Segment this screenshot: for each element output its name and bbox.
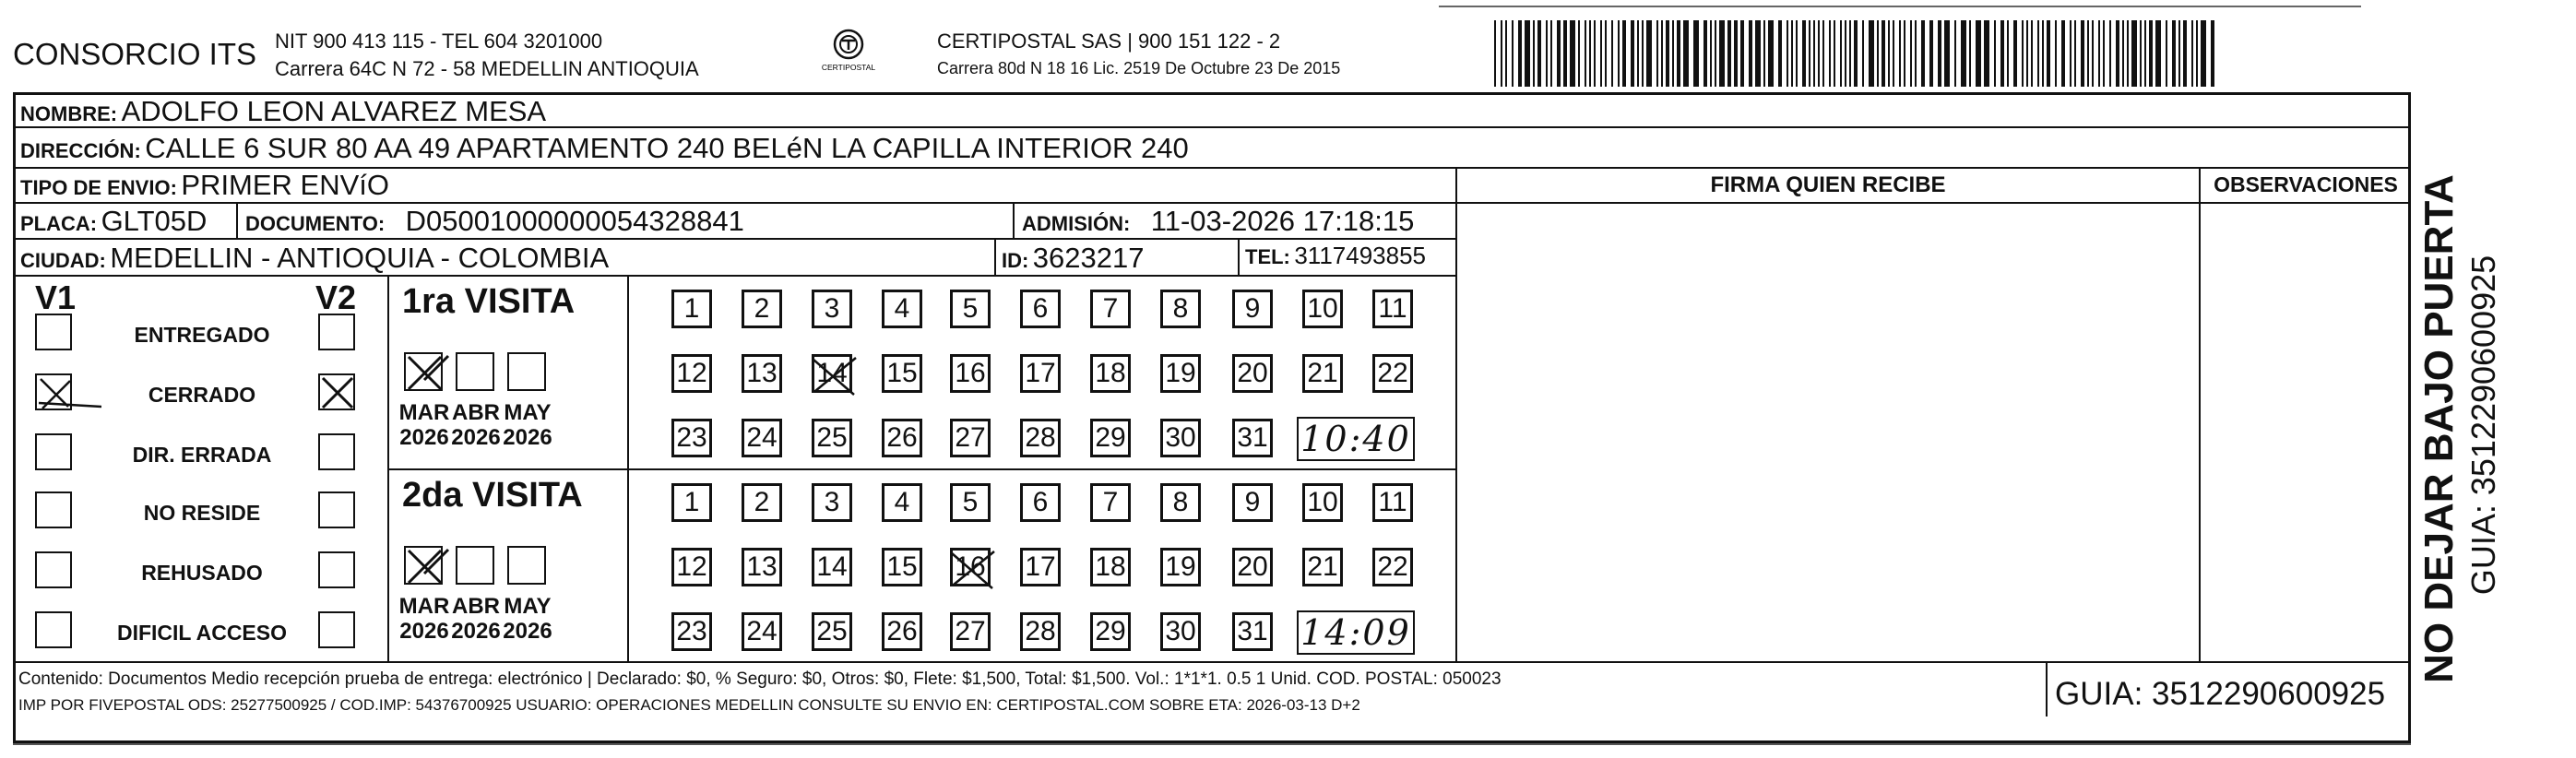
day-box[interactable] [882,419,922,457]
month-label [398,400,450,450]
cell-divider [1238,238,1240,275]
handwritten-time: 10:40 [1300,419,1411,459]
v1-checkbox[interactable] [35,433,72,470]
day-number: 7 [1102,293,1119,324]
day-mark-icon [812,354,852,393]
month-year: 2026 [399,425,449,450]
day-box[interactable] [812,354,852,393]
day-box[interactable] [812,483,852,522]
day-number: 30 [1165,422,1196,453]
day-box[interactable] [1302,290,1343,328]
status-label: ENTREGADO [134,323,270,347]
day-number: 13 [746,358,778,388]
tipo-row [20,169,389,202]
day-number: 21 [1307,551,1338,582]
row-divider [13,238,1456,240]
second-visit-title: 2da VISITA [402,476,583,515]
cell-divider [994,238,996,275]
day-box[interactable] [671,483,712,522]
day-number: 28 [1025,616,1056,646]
scan-line [13,743,2411,745]
day-box[interactable] [1372,354,1413,393]
day-number: 8 [1172,487,1189,517]
v2-checkbox[interactable] [318,492,355,528]
month-checkbox[interactable] [456,546,494,585]
nombre-label: NOMBRE: [20,102,118,125]
check-mark-icon [37,375,74,412]
month-checkbox[interactable] [507,352,546,391]
day-number: 15 [886,551,918,582]
day-number: 10 [1307,487,1338,517]
v2-checkbox[interactable] [318,433,355,470]
day-number: 22 [1377,358,1408,388]
month-checkbox[interactable] [404,352,443,391]
nombre-value: ADOLFO LEON ALVAREZ MESA [121,95,547,127]
month-year: 2026 [451,425,501,450]
day-box[interactable] [671,612,712,651]
day-box[interactable] [1020,290,1061,328]
cell-divider [236,202,238,239]
day-box[interactable] [1090,612,1131,651]
day-number: 25 [816,422,848,453]
day-number: 18 [1095,358,1126,388]
day-number: 4 [894,487,910,517]
id-value: 3623217 [1032,242,1145,274]
admision-cell [1022,205,1414,238]
month-checkbox[interactable] [456,352,494,391]
day-box[interactable] [1090,483,1131,522]
barcode [1494,20,2223,87]
v1-checkbox[interactable] [35,373,72,410]
documento-cell [245,205,744,238]
status-label: DIFICIL ACCESO [116,621,287,645]
day-box[interactable] [671,548,712,586]
firma-header: FIRMA QUIEN RECIBE [1710,172,1946,197]
day-number: 27 [955,616,986,646]
day-box[interactable] [1302,548,1343,586]
day-box[interactable] [1302,483,1343,522]
day-box[interactable] [882,354,922,393]
footer-divider [13,661,2411,663]
day-number: 11 [1378,487,1407,517]
company-address: Carrera 64C N 72 - 58 MEDELLIN ANTIOQUIA [275,57,699,80]
placa-value: GLT05D [101,205,208,237]
day-box[interactable] [882,612,922,651]
day-box[interactable] [1020,483,1061,522]
day-number: 3 [824,487,840,517]
day-box[interactable] [812,419,852,457]
placa-cell [20,205,207,238]
month-name: MAY [504,400,552,425]
observations-area[interactable] [2202,205,2409,660]
direccion-row [20,132,1189,165]
visit-divider [387,468,1457,470]
day-number: 17 [1025,551,1056,582]
day-number: 24 [746,422,778,453]
day-number: 1 [683,487,700,517]
month-label [502,594,553,644]
day-box[interactable] [742,290,782,328]
day-number: 28 [1025,422,1056,453]
day-box[interactable] [671,290,712,328]
month-label [450,400,502,450]
day-box[interactable] [1160,290,1201,328]
day-box[interactable] [1232,290,1273,328]
day-number: 23 [676,422,707,453]
day-box[interactable] [742,548,782,586]
day-box[interactable] [742,483,782,522]
v1-checkbox[interactable] [35,492,72,528]
footer-contenido: Contenido: Documentos Medio recepción prueba de entrega: electrónico | Declarado: $0, % Seguro: $0, Otros: $0, Flete: $1,500, Total: $1,500. Vol.: 1*1*1. 0.5 1 Unid. COD. POSTAL: 050023 [18,669,1502,689]
day-box[interactable] [1020,548,1061,586]
day-box[interactable] [1232,612,1273,651]
day-number: 6 [1032,293,1049,324]
footer-guia: GUIA: 3512290600925 [2055,676,2386,712]
v2-header: V2 [315,278,357,316]
handwritten-time: 14:09 [1300,612,1411,653]
day-number: 23 [676,616,707,646]
day-number: 9 [1244,487,1261,517]
day-number: 17 [1025,358,1056,388]
day-number: 29 [1095,422,1126,453]
day-number: 15 [886,358,918,388]
visit-divider-v [387,275,389,662]
day-box[interactable] [1372,290,1413,328]
month-checkbox[interactable] [507,546,546,585]
day-box[interactable] [1372,483,1413,522]
row-divider [13,202,1456,204]
day-number: 16 [955,358,986,388]
month-year: 2026 [399,619,449,644]
placa-label: PLACA: [20,212,98,235]
column-divider [2199,167,2201,662]
day-box[interactable] [1160,354,1201,393]
day-number: 3 [824,293,840,324]
status-label: DIR. ERRADA [132,443,272,467]
day-number: 18 [1095,551,1126,582]
ciudad-row [20,242,609,275]
v2-checkbox[interactable] [318,314,355,350]
day-box[interactable] [950,419,991,457]
day-number: 21 [1307,358,1338,388]
day-number: 12 [676,358,707,388]
day-box[interactable] [812,612,852,651]
column-divider [1455,167,1457,662]
signature-area[interactable] [1459,205,2197,660]
day-box[interactable] [882,290,922,328]
v1-checkbox[interactable] [35,314,72,350]
day-number: 19 [1165,551,1196,582]
day-box[interactable] [950,354,991,393]
day-number: 10 [1307,293,1338,324]
day-box[interactable] [1020,612,1061,651]
day-number: 27 [955,422,986,453]
check-mark-icon [406,548,445,586]
day-box[interactable] [1090,419,1131,457]
direccion-label: DIRECCIÓN: [20,139,141,162]
tipo-label: TIPO DE ENVIO: [20,176,177,199]
day-number: 14 [816,358,848,388]
day-box[interactable] [671,419,712,457]
day-number: 19 [1165,358,1196,388]
tel-label: TEL: [1245,245,1290,268]
day-number: 24 [746,616,778,646]
day-box[interactable] [671,354,712,393]
day-number: 31 [1237,616,1268,646]
courier-name: CERTIPOSTAL SAS | 900 151 122 - 2 [937,30,1281,53]
v1-checkbox[interactable] [35,551,72,588]
day-box[interactable] [1160,483,1201,522]
month-name: MAR [398,400,450,425]
day-box[interactable] [1160,612,1201,651]
day-number: 6 [1032,487,1049,517]
courier-license: Carrera 80d N 18 16 Lic. 2519 De Octubre 23 De 2015 [937,59,1341,77]
admision-label: ADMISIÓN: [1022,212,1131,235]
day-box[interactable] [1090,290,1131,328]
month-checkbox[interactable] [404,546,443,585]
day-box[interactable] [812,548,852,586]
visit-divider-v [627,275,629,662]
documento-label: DOCUMENTO: [245,212,386,235]
logo-wordmark: CERTIPOSTAL [821,63,876,72]
company-nit: NIT 900 413 115 - TEL 604 3201000 [275,30,603,53]
day-number: 7 [1102,487,1119,517]
day-box[interactable] [950,483,991,522]
row-divider [13,275,1456,277]
day-number: 4 [894,293,910,324]
v1-header: V1 [35,278,77,316]
v2-checkbox[interactable] [318,373,355,410]
side-guia: GUIA: 3512290600925 [2464,255,2502,596]
certipostal-logo [812,28,885,78]
day-box[interactable] [1160,419,1201,457]
month-year: 2026 [503,619,552,644]
day-number: 5 [962,487,979,517]
day-box[interactable] [1160,548,1201,586]
month-name: ABR [452,400,500,425]
ciudad-label: CIUDAD: [20,249,106,272]
tel-value: 3117493855 [1294,242,1427,269]
column-header-divider [1457,202,2411,204]
day-box[interactable] [1232,419,1273,457]
day-number: 2 [754,293,770,324]
time-box[interactable] [1297,417,1415,461]
day-box[interactable] [742,612,782,651]
tipo-value: PRIMER ENVíO [181,169,390,201]
day-number: 20 [1237,551,1268,582]
cell-divider [2046,661,2048,717]
check-mark-icon [406,354,445,393]
day-number: 16 [955,551,986,582]
day-box[interactable] [1232,483,1273,522]
day-number: 14 [816,551,848,582]
status-label: NO RESIDE [143,501,261,525]
day-number: 2 [754,487,770,517]
day-number: 25 [816,616,848,646]
day-number: 5 [962,293,979,324]
day-number: 1 [683,293,700,324]
day-box[interactable] [742,354,782,393]
id-cell [1002,242,1144,275]
v1-checkbox[interactable] [35,611,72,648]
day-number: 26 [886,422,918,453]
day-number: 9 [1244,293,1261,324]
month-name: ABR [452,594,500,619]
v2-checkbox[interactable] [318,611,355,648]
ciudad-value: MEDELLIN - ANTIOQUIA - COLOMBIA [110,242,610,274]
day-box[interactable] [1232,548,1273,586]
day-mark-icon [950,548,991,586]
month-year: 2026 [503,425,552,450]
status-label: CERRADO [148,383,256,407]
day-box[interactable] [1090,548,1131,586]
day-box[interactable] [1090,354,1131,393]
observaciones-header: OBSERVACIONES [2214,172,2398,196]
time-box[interactable] [1297,610,1415,655]
day-number: 13 [746,551,778,582]
day-box[interactable] [882,483,922,522]
day-box[interactable] [1372,548,1413,586]
documento-value: D05001000000054328841 [405,205,744,237]
footer-imp: IMP POR FIVEPOSTAL ODS: 25277500925 / COD.IMP: 54376700925 USUARIO: OPERACIONES MEDELLIN CONSULTE SU ENVIO EN: CERTIPOSTAL.COM SOBRE ETA: 2026-03-13 D+2 [18,696,1360,714]
id-label: ID: [1002,249,1029,272]
tel-cell [1245,242,1426,270]
check-mark-icon [320,375,357,412]
month-name: MAY [504,594,552,619]
day-box[interactable] [1232,354,1273,393]
day-number: 31 [1237,422,1268,453]
day-box[interactable] [1020,354,1061,393]
first-visit-title: 1ra VISITA [402,282,576,321]
day-number: 20 [1237,358,1268,388]
status-label: REHUSADO [141,561,263,585]
day-number: 30 [1165,616,1196,646]
day-box[interactable] [1020,419,1061,457]
day-box[interactable] [812,290,852,328]
v2-checkbox[interactable] [318,551,355,588]
nombre-row [20,95,546,128]
cell-divider [1013,202,1015,239]
month-name: MAR [398,594,450,619]
day-box[interactable] [1302,354,1343,393]
month-label [450,594,502,644]
day-number: 11 [1378,293,1407,324]
month-label [502,400,553,450]
direccion-value: CALLE 6 SUR 80 AA 49 APARTAMENTO 240 BELéN LA CAPILLA INTERIOR 240 [145,132,1189,164]
day-number: 8 [1172,293,1189,324]
day-box[interactable] [950,612,991,651]
day-box[interactable] [950,290,991,328]
day-number: 26 [886,616,918,646]
day-box[interactable] [742,419,782,457]
scan-line [1439,6,2361,7]
admision-value: 11-03-2026 17:18:15 [1150,205,1415,237]
company-name: CONSORCIO ITS [13,37,257,71]
day-box[interactable] [950,548,991,586]
month-year: 2026 [451,619,501,644]
day-number: 12 [676,551,707,582]
side-warning: NO DEJAR BAJO PUERTA [2416,174,2462,683]
month-label [398,594,450,644]
day-box[interactable] [882,548,922,586]
day-number: 29 [1095,616,1126,646]
day-number: 22 [1377,551,1408,582]
